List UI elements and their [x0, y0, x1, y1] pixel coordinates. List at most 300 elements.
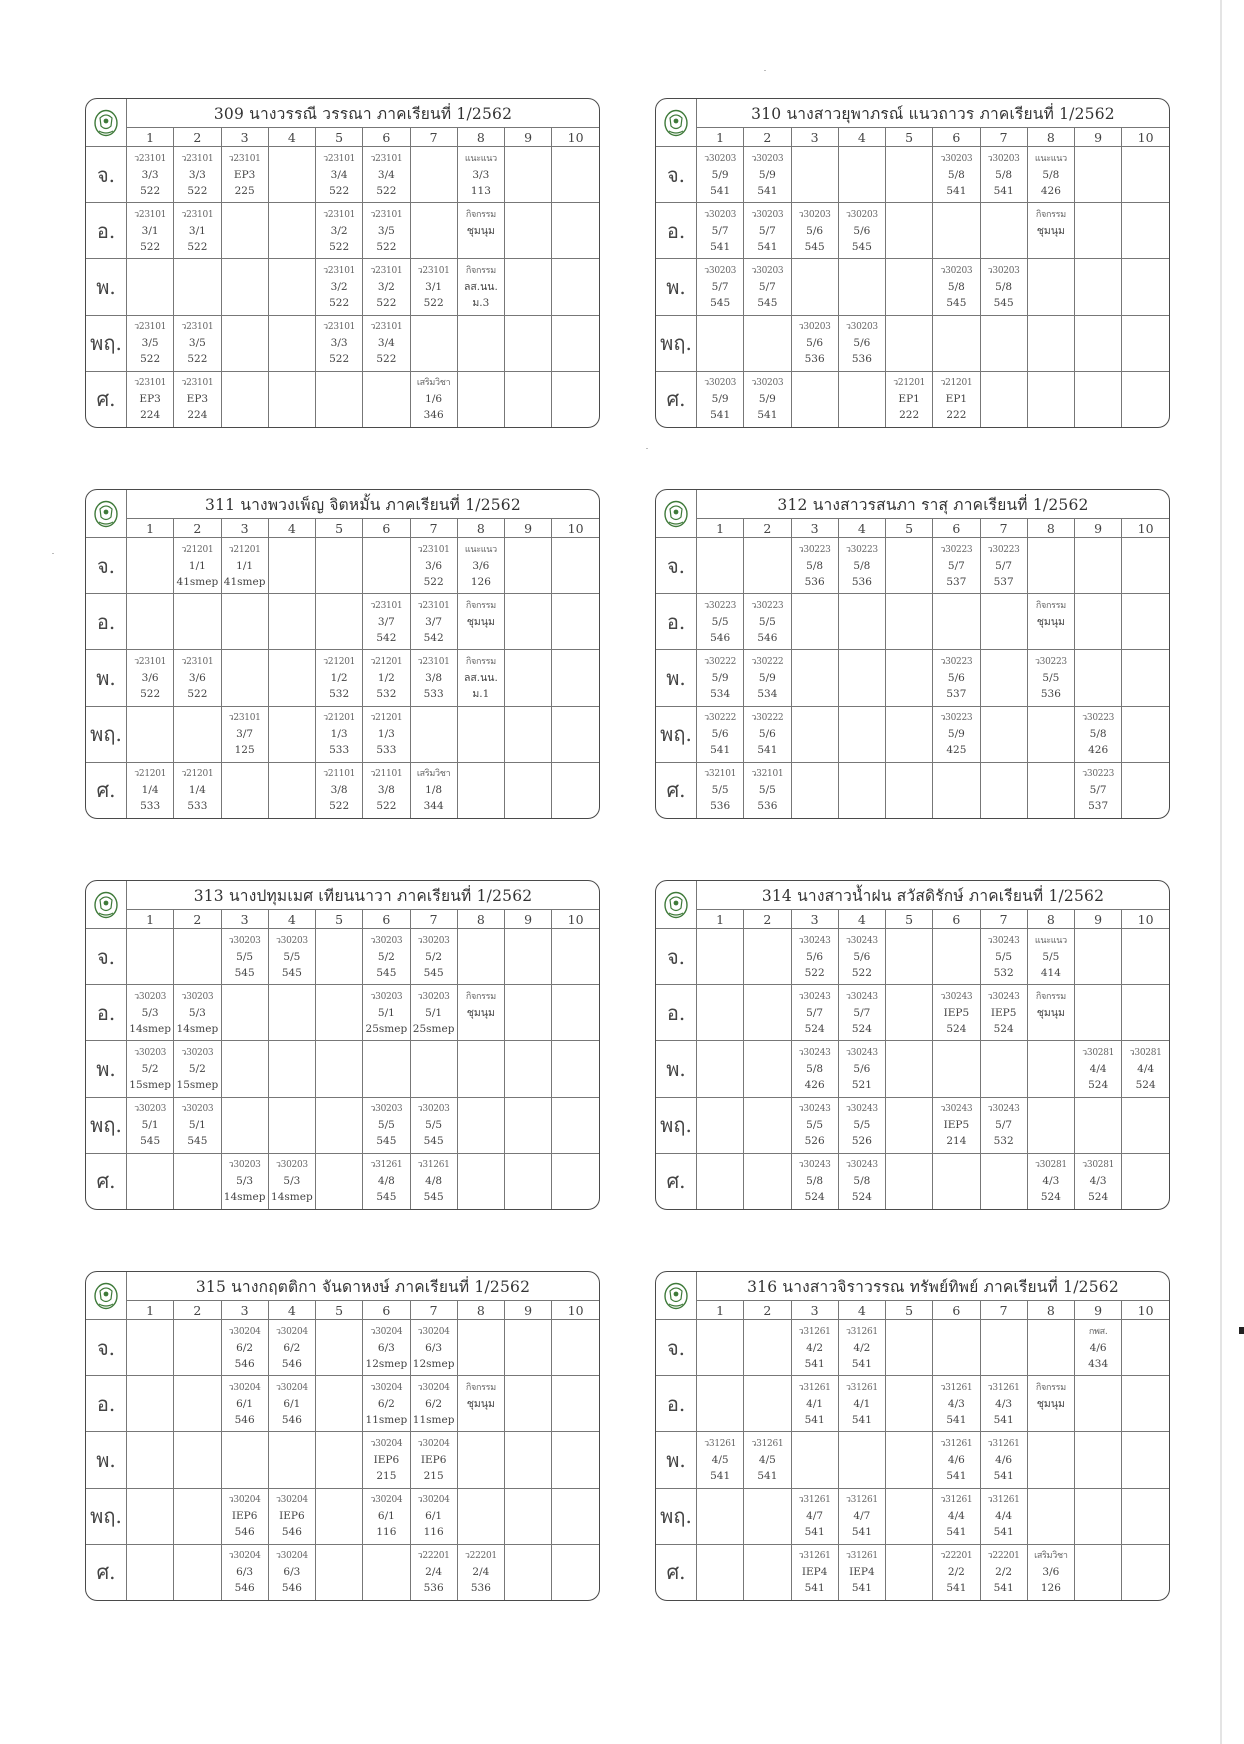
class-group: 4/7 — [806, 1510, 824, 1523]
room-number: 541 — [946, 1413, 967, 1426]
subject-code: กิจกรรม — [1035, 209, 1066, 220]
class-group: 3/6 — [188, 672, 206, 684]
room-number: 522 — [423, 575, 444, 588]
schedule-cell — [316, 1376, 363, 1432]
subject-code: ว30204 — [370, 1382, 403, 1393]
schedule-cell — [174, 147, 221, 203]
class-group: EP3 — [139, 393, 161, 406]
room-number: 524 — [851, 1191, 872, 1204]
day-label: อ. — [86, 203, 127, 259]
room-number — [458, 630, 504, 646]
day-label: อ. — [656, 594, 697, 650]
class-group: 3/4 — [330, 168, 348, 181]
class-group: 5/5 — [711, 784, 729, 797]
class-group: 5/3 — [141, 1006, 159, 1019]
schedule-cell — [1075, 706, 1122, 762]
class-group: 3/3 — [188, 168, 206, 181]
subject-code: ว23101 — [134, 322, 167, 333]
period-header: 8 — [457, 1301, 504, 1320]
class-group: 3/6 — [472, 559, 490, 572]
schedule-cell — [363, 650, 410, 706]
schedule-cell — [744, 147, 791, 203]
schedule-cell — [791, 1432, 838, 1488]
period-header: 1 — [127, 1301, 174, 1320]
period-header: 3 — [791, 910, 838, 929]
schedule-cell — [410, 371, 457, 427]
schedule-cell — [838, 315, 885, 371]
schedule-cell — [457, 1544, 504, 1600]
teacher-title: 310 นางสาวยุพาภรณ์ แนวถาวร ภาคเรียนที่ 1/2562 — [697, 99, 1170, 128]
class-group: 5/6 — [806, 950, 824, 963]
class-group: 4/1 — [853, 1397, 871, 1410]
schedule-cell — [838, 1153, 885, 1209]
subject-code: ว31261 — [987, 1495, 1020, 1506]
subject-code: ว30203 — [704, 378, 737, 389]
class-group: 3/3 — [141, 168, 159, 181]
class-group: 2/4 — [425, 1566, 443, 1579]
class-group: 5/7 — [806, 1006, 824, 1019]
class-group: 4/1 — [806, 1397, 824, 1410]
room-number: 545 — [423, 1135, 444, 1148]
schedule-cell — [457, 203, 504, 259]
subject-code: ว30203 — [751, 209, 784, 220]
room-number — [1028, 1021, 1074, 1037]
subject-code: ว23101 — [181, 657, 214, 667]
schedule-cell — [363, 1488, 410, 1544]
period-header: 9 — [505, 519, 552, 538]
schedule-cell — [886, 1488, 933, 1544]
schedule-cell — [697, 315, 744, 371]
schedule-cell — [1027, 1097, 1074, 1153]
subject-code: ว30203 — [751, 378, 784, 389]
period-header: 7 — [410, 1301, 457, 1320]
period-header: 3 — [791, 1301, 838, 1320]
schedule-cell — [221, 762, 268, 818]
subject-code: ว23101 — [417, 657, 450, 667]
subject-code: ว22201 — [987, 1551, 1020, 1562]
room-number: ม.3 — [472, 297, 490, 309]
class-group: 4/8 — [425, 1175, 443, 1188]
subject-code: ว30203 — [275, 935, 308, 946]
period-header: 5 — [316, 128, 363, 147]
subject-code: ว23101 — [181, 209, 214, 220]
class-group: IEP4 — [849, 1566, 875, 1579]
class-group: 3/3 — [472, 168, 490, 181]
subject-code: ว30223 — [1082, 713, 1115, 724]
schedule-cell — [791, 650, 838, 706]
class-group: 3/5 — [377, 224, 395, 237]
class-group: 5/3 — [236, 1175, 254, 1188]
class-group: 3/7 — [236, 728, 254, 741]
subject-code: ว30243 — [845, 991, 878, 1002]
class-group: 5/6 — [853, 224, 871, 237]
schedule-cell — [838, 259, 885, 315]
subject-code: ว31261 — [845, 1326, 878, 1337]
room-number: 524 — [1088, 1079, 1109, 1091]
schedule-cell — [1027, 762, 1074, 818]
room-number: 522 — [187, 688, 208, 700]
class-group: 5/8 — [1089, 728, 1107, 741]
class-group: 1/3 — [377, 728, 395, 741]
class-group: 5/5 — [283, 950, 301, 963]
room-number: 14smep — [129, 1022, 171, 1035]
subject-code: ว31261 — [845, 1495, 878, 1506]
room-number: 541 — [993, 1413, 1014, 1426]
schedule-cell — [505, 1544, 552, 1600]
schedule-cell — [127, 538, 174, 594]
schedule-cell — [221, 1488, 268, 1544]
room-number: 12smep — [365, 1357, 408, 1370]
schedule-cell — [457, 1153, 504, 1209]
subject-code: ว31261 — [417, 1160, 450, 1171]
schedule-cell — [933, 1544, 980, 1600]
schedule-cell — [363, 594, 410, 650]
room-number: 546 — [281, 1582, 302, 1595]
subject-code: ว30203 — [370, 991, 403, 1002]
period-header: 10 — [1122, 519, 1169, 538]
day-label: พฤ. — [86, 1097, 127, 1153]
room-number: 522 — [187, 353, 208, 366]
subject-code: ว21201 — [181, 544, 214, 555]
class-group: 3/8 — [330, 784, 348, 797]
subject-code: ว30281 — [1082, 1048, 1115, 1058]
schedule-cell — [791, 1376, 838, 1432]
subject-code: ว23101 — [228, 713, 261, 724]
schedule-cell — [410, 203, 457, 259]
schedule-cell — [268, 1320, 315, 1376]
schedule-cell — [697, 1544, 744, 1600]
room-number: 546 — [234, 1526, 255, 1539]
schedule-cell — [697, 594, 744, 650]
room-number: 522 — [376, 353, 397, 366]
subject-code: ว30223 — [940, 544, 973, 555]
schedule-cell — [268, 203, 315, 259]
subject-code: ว30203 — [275, 1160, 308, 1171]
class-group: 5/6 — [806, 224, 824, 237]
school-crest-icon — [656, 99, 697, 147]
room-number: 546 — [234, 1357, 255, 1370]
schedule-cell — [127, 1432, 174, 1488]
room-number — [1028, 239, 1074, 255]
schedule-cell — [174, 1041, 221, 1097]
schedule-cell — [744, 985, 791, 1041]
subject-code: กิจกรรม — [465, 1382, 496, 1393]
scan-edge — [1220, 0, 1222, 1744]
subject-code: ว30203 — [134, 1104, 167, 1115]
class-group: 3/1 — [188, 224, 206, 237]
schedule-cell — [980, 1041, 1027, 1097]
room-number: 522 — [376, 800, 397, 813]
schedule-cell — [174, 371, 221, 427]
schedule-cell — [552, 929, 599, 985]
room-number: 533 — [140, 800, 161, 813]
subject-code: ว30203 — [181, 991, 214, 1002]
schedule-cell — [552, 1320, 599, 1376]
subject-code: ว30203 — [181, 1048, 214, 1058]
schedule-cell — [1027, 147, 1074, 203]
subject-code: ว30243 — [798, 935, 831, 946]
schedule-cell — [127, 315, 174, 371]
period-header: 8 — [1027, 1301, 1074, 1320]
period-header: 5 — [886, 128, 933, 147]
class-group: 4/5 — [758, 1454, 776, 1466]
class-group: 6/1 — [283, 1397, 301, 1410]
school-crest-icon — [656, 881, 697, 929]
class-group: 3/8 — [377, 784, 395, 797]
room-number: 541 — [946, 1526, 967, 1539]
schedule-cell — [127, 147, 174, 203]
class-group: 4/3 — [1042, 1175, 1060, 1188]
subject-code: ว23101 — [323, 322, 356, 333]
room-number: 542 — [423, 631, 444, 644]
schedule-cell — [505, 929, 552, 985]
schedule-cell — [457, 1097, 504, 1153]
subject-code: แนะแนว — [1034, 153, 1067, 164]
class-group: 4/4 — [1089, 1063, 1107, 1075]
room-number — [458, 1412, 504, 1428]
room-number: 344 — [423, 800, 444, 813]
schedule-cell — [316, 1041, 363, 1097]
schedule-cell — [1027, 1320, 1074, 1376]
room-number: 533 — [423, 688, 444, 700]
room-number: 524 — [1040, 1191, 1061, 1204]
subject-code: ว21101 — [323, 769, 356, 780]
subject-code: ว30204 — [275, 1495, 308, 1506]
room-number: 426 — [1088, 744, 1109, 757]
schedule-cell — [1075, 203, 1122, 259]
class-group: ชุมนุม — [466, 224, 495, 237]
schedule-cell — [697, 147, 744, 203]
room-number: 522 — [140, 353, 161, 366]
room-number: 15smep — [129, 1079, 171, 1091]
subject-code: ว30243 — [987, 1104, 1020, 1115]
room-number — [1028, 1412, 1074, 1428]
schedule-cell — [838, 762, 885, 818]
class-group: 5/5 — [1042, 950, 1060, 963]
schedule-cell — [838, 1488, 885, 1544]
schedule-cell — [552, 203, 599, 259]
class-group: 5/8 — [947, 168, 965, 181]
schedule-cell — [457, 1376, 504, 1432]
schedule-cell — [791, 706, 838, 762]
class-group: IEP6 — [373, 1454, 400, 1466]
room-number: 126 — [1040, 1582, 1061, 1595]
schedule-cell — [268, 594, 315, 650]
schedule-cell — [221, 929, 268, 985]
room-number: 116 — [376, 1526, 397, 1539]
class-group: EP3 — [186, 393, 209, 406]
class-group: 5/5 — [425, 1119, 443, 1132]
schedule-cell — [457, 1488, 504, 1544]
room-number: 541 — [993, 1470, 1014, 1482]
school-crest-icon — [86, 490, 127, 538]
schedule-cell — [221, 985, 268, 1041]
schedule-cell — [1122, 259, 1169, 315]
subject-code: ว30281 — [1082, 1160, 1115, 1171]
teacher-title: 309 นางวรรณี วรรณา ภาคเรียนที่ 1/2562 — [127, 99, 600, 128]
subject-code: ว30204 — [275, 1382, 308, 1393]
room-number: 541 — [757, 240, 778, 253]
period-header: 10 — [552, 519, 599, 538]
room-number: 524 — [851, 1022, 872, 1035]
class-group: IEP4 — [801, 1566, 828, 1579]
room-number: 526 — [804, 1135, 825, 1148]
subject-code: ว21201 — [134, 769, 167, 780]
subject-code: ว30243 — [845, 935, 878, 946]
subject-code: ว23101 — [370, 322, 403, 333]
schedule-cell — [457, 762, 504, 818]
class-group: 4/4 — [1137, 1063, 1155, 1075]
room-number: 537 — [946, 575, 967, 588]
schedule-cell — [174, 985, 221, 1041]
schedule-cell — [316, 315, 363, 371]
schedule-cell — [174, 1544, 221, 1600]
schedule-cell — [791, 985, 838, 1041]
room-number: 522 — [329, 240, 350, 253]
period-header: 7 — [980, 1301, 1027, 1320]
subject-code: ว31261 — [798, 1551, 831, 1562]
room-number: 546 — [281, 1357, 302, 1370]
day-label: พฤ. — [86, 1488, 127, 1544]
room-number: 533 — [187, 800, 208, 813]
schedule-cell — [457, 985, 504, 1041]
timetable-grid — [86, 881, 599, 1209]
period-header: 4 — [838, 1301, 885, 1320]
room-number: 522 — [140, 688, 161, 700]
schedule-cell — [505, 1432, 552, 1488]
schedule-cell — [697, 1041, 744, 1097]
schedule-cell — [505, 147, 552, 203]
subject-code: ว30243 — [798, 991, 831, 1002]
schedule-cell — [1075, 1376, 1122, 1432]
subject-code: แนะแนว — [464, 153, 497, 164]
schedule-cell — [1122, 147, 1169, 203]
class-group: 5/7 — [758, 281, 776, 293]
room-number: 546 — [234, 1582, 255, 1595]
subject-code: ว30203 — [134, 1048, 167, 1058]
timetable-grid — [656, 99, 1169, 427]
class-group: 6/2 — [283, 1341, 301, 1354]
room-number: 11smep — [365, 1413, 408, 1426]
schedule-cell — [316, 1320, 363, 1376]
room-number — [1028, 630, 1074, 646]
schedule-cell — [744, 203, 791, 259]
room-number: 25smep — [412, 1022, 455, 1035]
class-group: ชุมนุม — [466, 615, 495, 628]
class-group: 5/1 — [377, 1006, 395, 1019]
day-label: จ. — [656, 1320, 697, 1376]
period-header: 7 — [410, 128, 457, 147]
class-group: 5/9 — [711, 168, 729, 181]
schedule-cell — [838, 706, 885, 762]
period-header: 4 — [838, 910, 885, 929]
period-header: 1 — [127, 128, 174, 147]
subject-code: ว30204 — [370, 1495, 403, 1506]
room-number: 541 — [993, 1582, 1014, 1595]
schedule-cell — [552, 706, 599, 762]
class-group: 3/2 — [330, 281, 348, 293]
schedule-cell — [791, 315, 838, 371]
schedule-cell — [127, 929, 174, 985]
schedule-cell — [174, 1153, 221, 1209]
schedule-cell — [410, 985, 457, 1041]
room-number: 526 — [851, 1135, 872, 1148]
schedule-cell — [1075, 1097, 1122, 1153]
subject-code: ว30281 — [1034, 1160, 1067, 1171]
schedule-cell — [457, 259, 504, 315]
class-group: IEP6 — [420, 1454, 447, 1466]
day-label: จ. — [656, 147, 697, 203]
room-number: 524 — [1135, 1079, 1156, 1091]
schedule-cell — [268, 147, 315, 203]
class-group: 5/8 — [1042, 168, 1060, 181]
class-group: 3/7 — [377, 615, 395, 628]
schedule-cell — [886, 538, 933, 594]
period-header: 7 — [980, 128, 1027, 147]
schedule-cell — [886, 1432, 933, 1488]
room-number: 541 — [757, 744, 778, 757]
schedule-cell — [1122, 1041, 1169, 1097]
class-group: 5/8 — [806, 1175, 824, 1188]
room-number: 545 — [140, 1135, 161, 1148]
schedule-cell — [886, 650, 933, 706]
schedule-cell — [791, 371, 838, 427]
class-group: 3/1 — [141, 224, 159, 237]
schedule-cell — [1075, 371, 1122, 427]
subject-code: ว30223 — [940, 657, 973, 667]
room-number: 542 — [376, 631, 397, 644]
teacher-timetable-card — [85, 880, 600, 1210]
room-number: 537 — [993, 575, 1014, 588]
schedule-cell — [221, 1097, 268, 1153]
schedule-cell — [1027, 371, 1074, 427]
schedule-cell — [1122, 594, 1169, 650]
room-number: 541 — [804, 1413, 825, 1426]
class-group: ชุมนุม — [1036, 1397, 1065, 1410]
schedule-cell — [410, 147, 457, 203]
schedule-cell — [697, 203, 744, 259]
period-header: 4 — [268, 519, 315, 538]
subject-code: ว30204 — [228, 1551, 261, 1562]
class-group: 4/8 — [377, 1175, 395, 1188]
schedule-cell — [744, 371, 791, 427]
room-number: 215 — [423, 1470, 444, 1482]
class-group: 5/5 — [853, 1119, 871, 1132]
schedule-cell — [268, 1097, 315, 1153]
subject-code: ว30243 — [845, 1048, 878, 1058]
room-number: 522 — [187, 184, 208, 197]
class-group: IEP5 — [943, 1119, 970, 1132]
class-group: 5/3 — [188, 1006, 206, 1019]
period-header: 7 — [980, 910, 1027, 929]
schedule-cell — [933, 1097, 980, 1153]
schedule-cell — [1122, 1544, 1169, 1600]
room-number: 545 — [851, 240, 872, 253]
class-group: 5/5 — [758, 615, 776, 628]
class-group: 3/6 — [425, 559, 443, 572]
period-header: 10 — [1122, 128, 1169, 147]
subject-code: ว30204 — [417, 1439, 450, 1449]
subject-code: ว31261 — [798, 1382, 831, 1393]
room-number: 222 — [899, 409, 920, 422]
room-number — [458, 239, 504, 255]
day-label: พฤ. — [86, 706, 127, 762]
schedule-cell — [980, 594, 1027, 650]
schedule-cell — [363, 315, 410, 371]
day-label: พฤ. — [656, 706, 697, 762]
subject-code: กิจกรรม — [465, 266, 496, 276]
subject-code: ว30243 — [940, 991, 973, 1002]
